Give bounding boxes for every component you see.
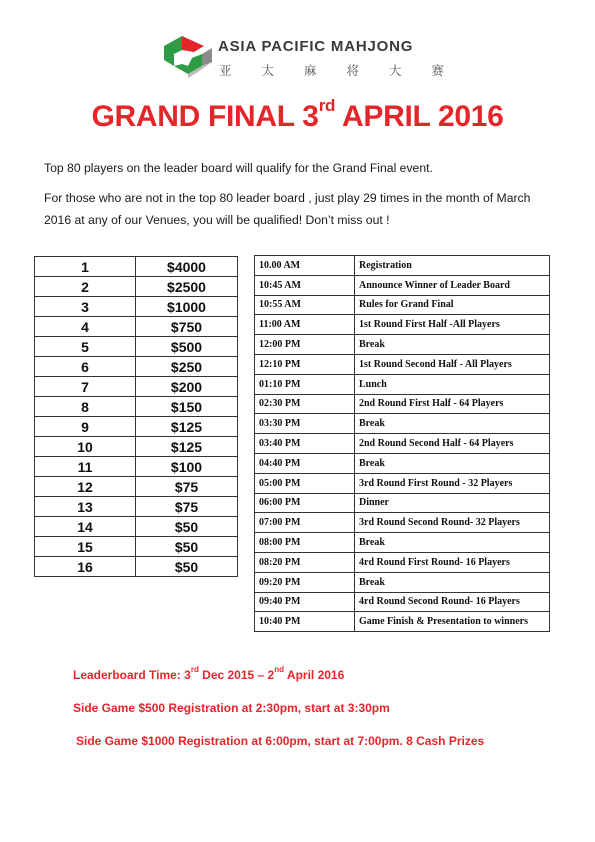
prize-amount: $50 [136,517,238,537]
prize-row [35,337,238,357]
note-superscript: nd [274,665,285,674]
note-text: April 2016 [284,668,345,682]
schedule-time: 09:20 PM [255,572,355,592]
logo-subtitle [219,61,444,79]
prize-row [35,297,238,317]
note-text: Leaderboard Time: 3 [73,668,191,682]
title-main: GRAND FINAL 3 [91,100,319,133]
prize-rank: 5 [35,337,136,357]
schedule-event: Break [355,533,550,553]
schedule-event: Dinner [355,493,550,513]
schedule-row [255,394,550,414]
prize-amount: $1000 [136,297,238,317]
schedule-row [255,572,550,592]
prize-row [35,437,238,457]
schedule-time: 02:30 PM [255,394,355,414]
schedule-event: Registration [355,256,550,276]
schedule-event: Rules for Grand Final [355,295,550,315]
prize-row [35,277,238,297]
prize-amount: $50 [136,557,238,577]
prize-rank: 9 [35,417,136,437]
schedule-row [255,335,550,355]
schedule-time: 09:40 PM [255,592,355,612]
prize-amount: $250 [136,357,238,377]
prize-rank: 2 [35,277,136,297]
schedule-row [255,354,550,374]
schedule-row [255,612,550,632]
prize-row [35,557,238,577]
prize-row [35,377,238,397]
schedule-event: 2nd Round Second Half - 64 Players [355,434,550,454]
prize-amount: $100 [136,457,238,477]
logo-subtitle-char: 麻 [303,63,317,78]
logo-subtitle-char: 亚 [219,63,232,78]
schedule-row [255,552,550,572]
schedule-row [255,374,550,394]
schedule-event: Game Finish & Presentation to winners [355,612,550,632]
prize-amount: $125 [136,437,238,457]
note-superscript: rd [190,665,199,674]
prize-amount: $50 [136,537,238,557]
prize-amount: $500 [136,337,238,357]
schedule-table [254,255,550,632]
schedule-time: 08:20 PM [255,552,355,572]
schedule-time: 10:40 PM [255,612,355,632]
logo-subtitle-char: 将 [346,63,359,78]
prize-table [34,256,238,577]
schedule-time: 10.00 AM [255,256,355,276]
schedule-time: 08:00 PM [255,533,355,553]
prize-amount: $4000 [136,257,238,277]
title-rest: APRIL 2016 [335,100,504,133]
logo-subtitle-char: 赛 [431,63,444,78]
prize-amount: $200 [136,377,238,397]
prize-row [35,457,238,477]
schedule-time: 03:40 PM [255,434,355,454]
prize-amount: $125 [136,417,238,437]
prize-amount: $750 [136,317,238,337]
schedule-row [255,453,550,473]
prize-row [35,357,238,377]
leaderboard-time-note [73,665,345,682]
prize-row [35,517,238,537]
prize-amount: $150 [136,397,238,417]
schedule-event: Lunch [355,374,550,394]
prize-rank: 4 [35,317,136,337]
prize-rank: 12 [35,477,136,497]
schedule-row [255,533,550,553]
schedule-time: 10:55 AM [255,295,355,315]
schedule-event: 3rd Round Second Round- 32 Players [355,513,550,533]
prize-rank: 11 [35,457,136,477]
prize-row [35,417,238,437]
prize-row [35,477,238,497]
schedule-time: 12:10 PM [255,354,355,374]
prize-rank: 3 [35,297,136,317]
schedule-time: 10:45 AM [255,275,355,295]
schedule-event: 3rd Round First Round - 32 Players [355,473,550,493]
prize-rank: 16 [35,557,136,577]
prize-rank: 1 [35,257,136,277]
note-text: Dec 2015 – 2 [198,668,275,682]
schedule-row [255,275,550,295]
prize-rank: 14 [35,517,136,537]
prize-rank: 15 [35,537,136,557]
prize-amount: $2500 [136,277,238,297]
intro-qualify-text: Top 80 players on the leader board will qualify for the Grand Final event. [44,161,433,175]
schedule-event: Break [355,572,550,592]
prize-row [35,397,238,417]
intro-alternative-text: For those who are not in the top 80 leader board , just play 29 times in the month of March 2016 at any of our Venues, you will be qualified! Don’t miss out ! [44,191,531,227]
prize-amount: $75 [136,497,238,517]
schedule-time: 11:00 AM [255,315,355,335]
prize-rank: 10 [35,437,136,457]
schedule-row [255,414,550,434]
schedule-event: Break [355,453,550,473]
logo-icon [164,36,212,78]
side-game-500-note: Side Game $500 Registration at 2:30pm, start at 3:30pm [73,701,390,715]
schedule-event: 2nd Round First Half - 64 Players [355,394,550,414]
schedule-time: 05:00 PM [255,473,355,493]
title-superscript: rd [318,96,336,115]
prize-row [35,497,238,517]
schedule-event: 4rd Round First Round- 16 Players [355,552,550,572]
prize-rank: 6 [35,357,136,377]
schedule-row [255,256,550,276]
schedule-time: 01:10 PM [255,374,355,394]
prize-rank: 7 [35,377,136,397]
schedule-row [255,513,550,533]
logo-subtitle-char: 太 [261,63,274,78]
schedule-event: Break [355,414,550,434]
prize-row [35,317,238,337]
prize-row [35,257,238,277]
schedule-event: 1st Round First Half -All Players [355,315,550,335]
prize-row [35,537,238,557]
schedule-event: 1st Round Second Half - All Players [355,354,550,374]
prize-rank: 13 [35,497,136,517]
schedule-row [255,592,550,612]
prize-amount: $75 [136,477,238,497]
page-title [0,96,595,134]
schedule-event: Break [355,335,550,355]
schedule-row [255,315,550,335]
schedule-time: 03:30 PM [255,414,355,434]
schedule-event: 4rd Round Second Round- 16 Players [355,592,550,612]
schedule-time: 12:00 PM [255,335,355,355]
schedule-row [255,434,550,454]
schedule-row [255,295,550,315]
logo-subtitle-char: 大 [388,63,402,78]
schedule-row [255,493,550,513]
prize-rank: 8 [35,397,136,417]
schedule-time: 04:40 PM [255,453,355,473]
schedule-row [255,473,550,493]
schedule-event: Announce Winner of Leader Board [355,275,550,295]
side-game-1000-note: Side Game $1000 Registration at 6:00pm, start at 7:00pm. 8 Cash Prizes [76,734,485,748]
logo-title: ASIA PACIFIC MAHJONG [218,38,414,55]
schedule-time: 06:00 PM [255,493,355,513]
schedule-time: 07:00 PM [255,513,355,533]
